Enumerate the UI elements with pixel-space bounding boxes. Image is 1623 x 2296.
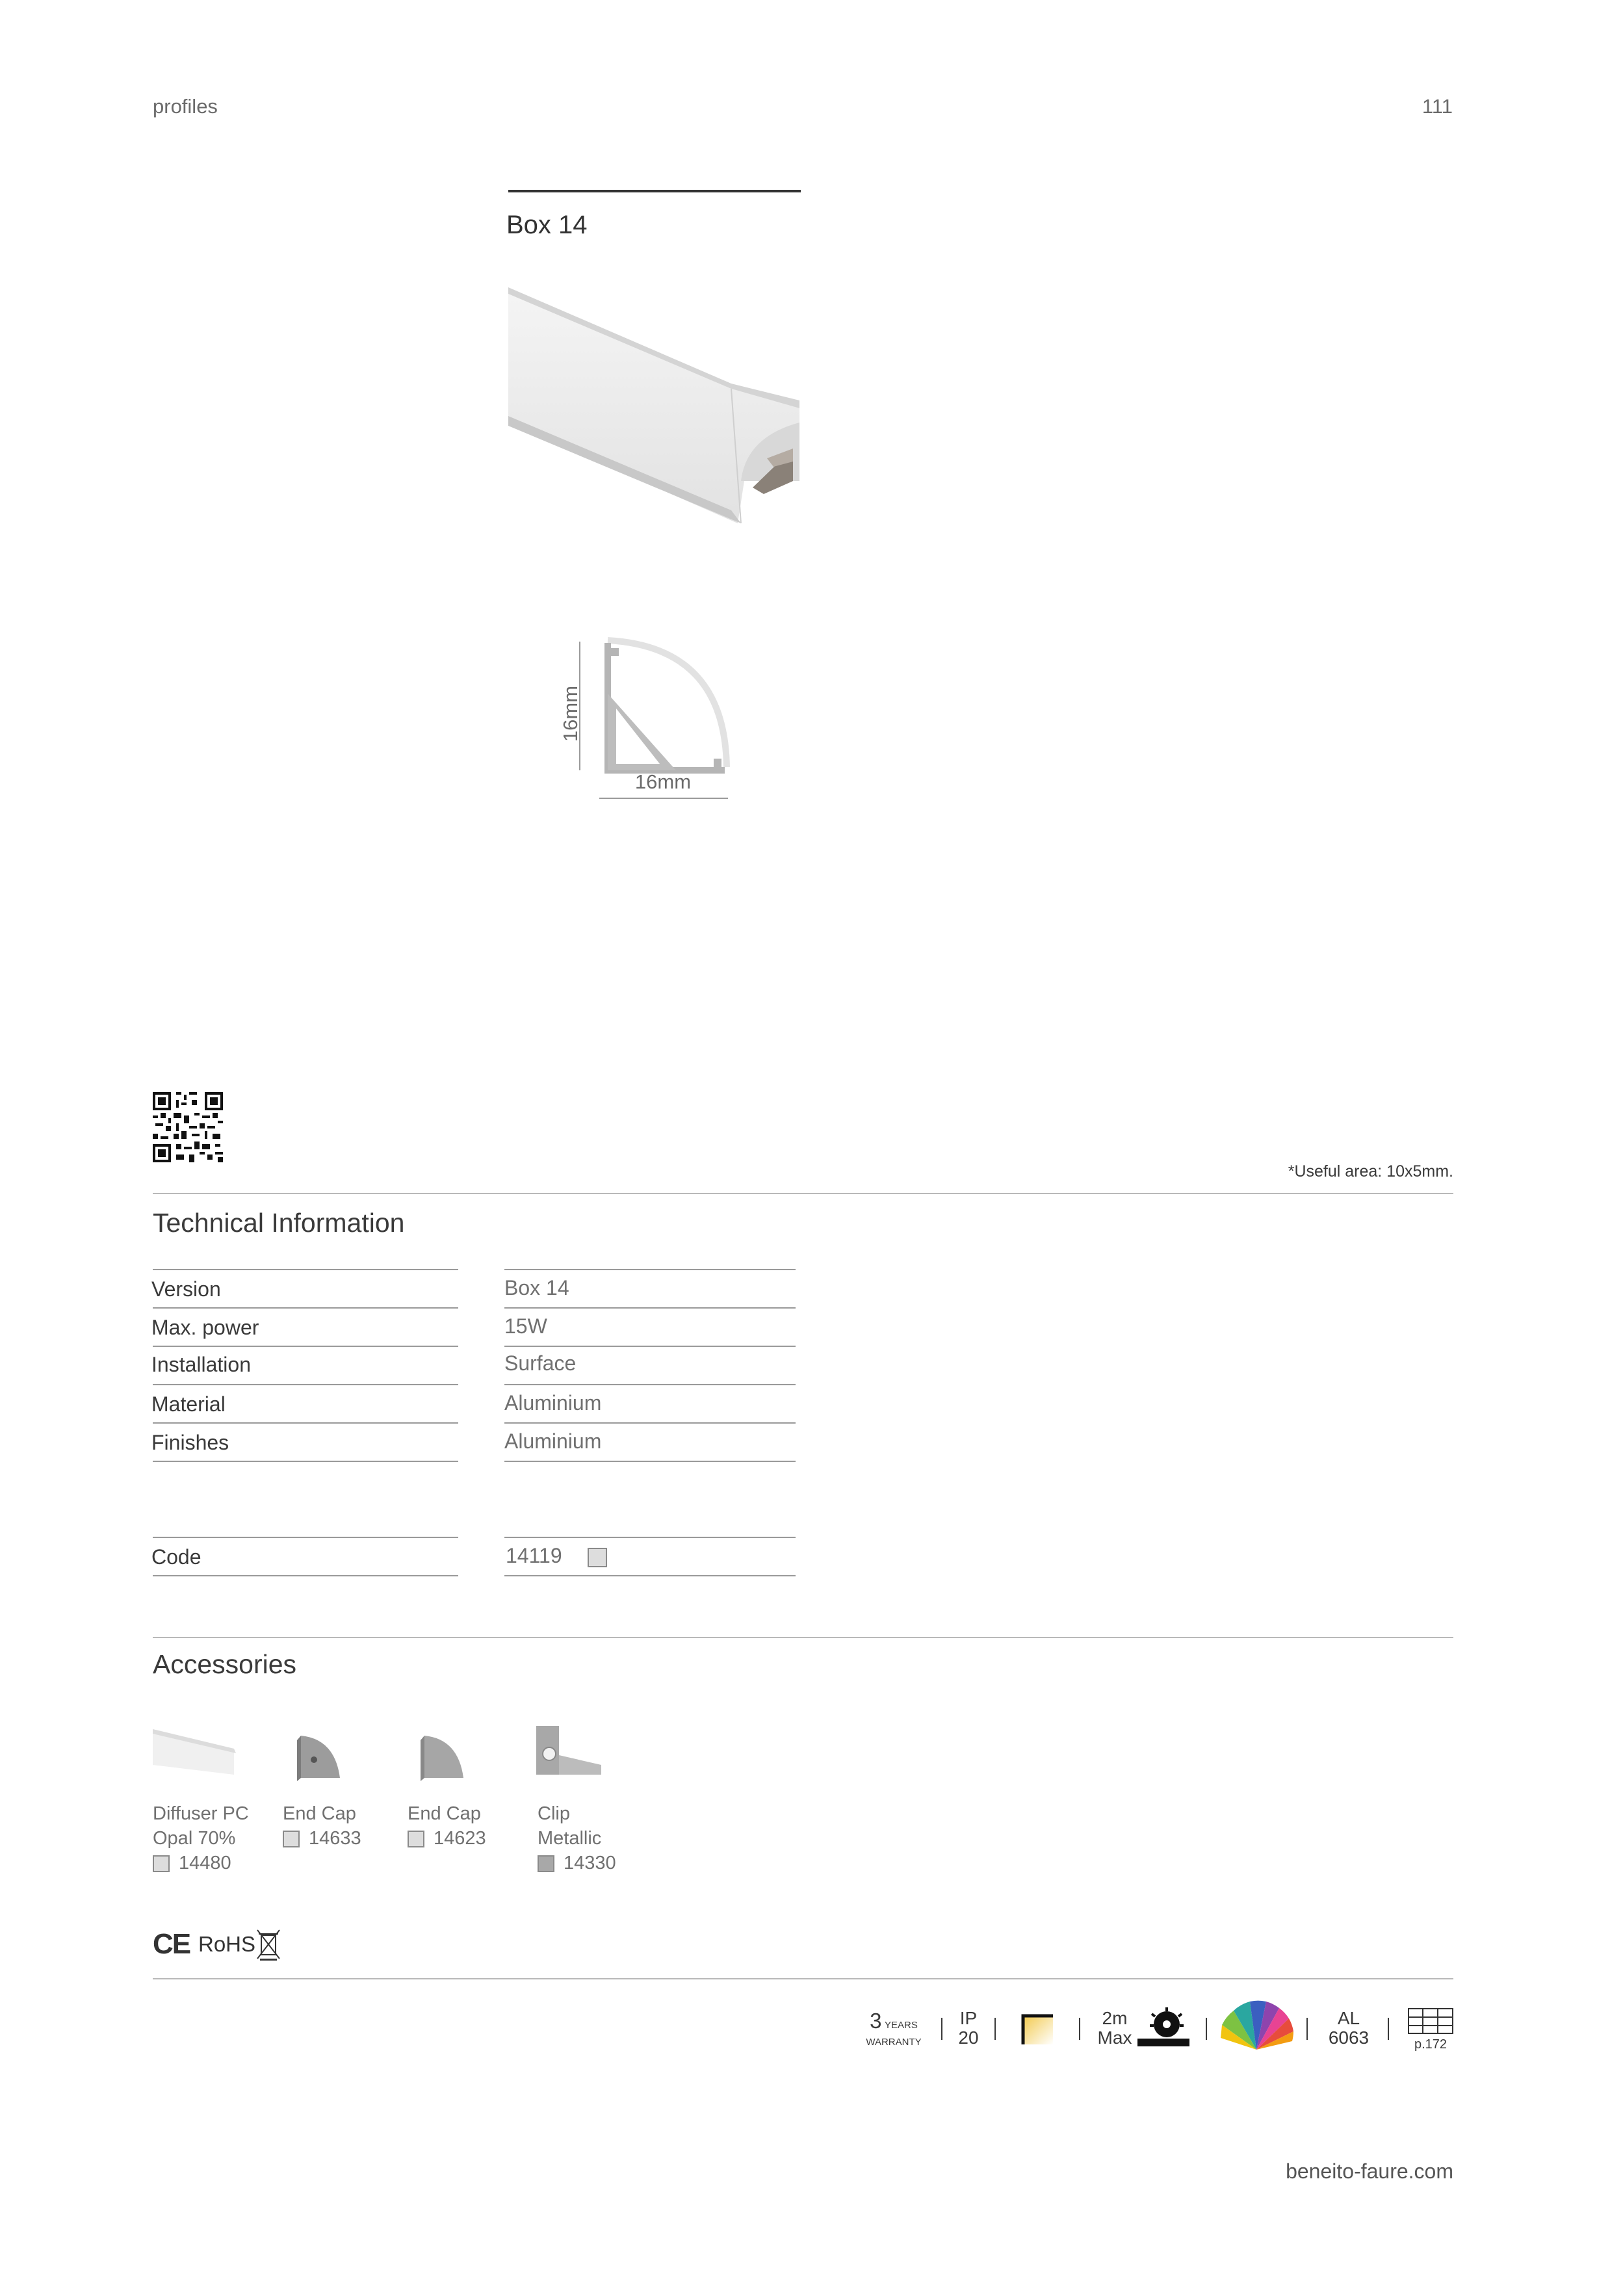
- features-rule: [153, 1978, 1453, 1979]
- ce-mark: CE: [153, 1928, 190, 1960]
- accessory-code: 14480: [179, 1853, 231, 1873]
- table-label: Version: [151, 1277, 221, 1301]
- table-divider: [153, 1461, 458, 1462]
- accessory-item: [538, 1801, 616, 1875]
- warranty-number: 3: [870, 2009, 882, 2033]
- useful-area-note: *Useful area: 10x5mm.: [1288, 1162, 1453, 1181]
- accessory-name: Clip: [538, 1803, 570, 1824]
- finish-swatch: [588, 1548, 607, 1567]
- code-label: Code: [151, 1545, 201, 1569]
- table-value: Box 14: [504, 1276, 569, 1299]
- accessories-title: Accessories: [153, 1649, 297, 1679]
- feature-separator: [1079, 2018, 1080, 2040]
- accessory-code: 14633: [309, 1828, 361, 1849]
- table-value: Surface: [504, 1351, 577, 1375]
- accessory-name: Diffuser PC: [153, 1803, 249, 1824]
- code-value: 14119: [506, 1544, 562, 1567]
- technical-title: Technical Information: [153, 1208, 405, 1238]
- saw-cut-icon: [1137, 2007, 1189, 2048]
- accessory-item: [408, 1801, 486, 1851]
- code-row: [506, 1537, 616, 1574]
- end-cap-image: [296, 1732, 344, 1784]
- finish-swatch: [153, 1855, 170, 1872]
- profile-table-icon: [1407, 2007, 1454, 2035]
- accessory-code: 14330: [564, 1853, 616, 1873]
- ip-value: 20: [958, 2028, 979, 2048]
- warranty-word: WARRANTY: [866, 2037, 922, 2048]
- warranty-years: YEARS: [884, 2020, 918, 2031]
- table-divider: [153, 1575, 458, 1576]
- accessory-name-line2: Opal 70%: [153, 1828, 236, 1849]
- rohs-mark: RoHS: [198, 1932, 256, 1956]
- table-divider: [504, 1575, 796, 1576]
- table-label: Finishes: [151, 1431, 229, 1454]
- table-label: Material: [151, 1392, 226, 1416]
- ip-rating: [952, 2009, 985, 2048]
- qr-code[interactable]: [153, 1092, 223, 1162]
- accessory-name: End Cap: [408, 1803, 481, 1824]
- table-divider: [504, 1307, 796, 1309]
- accessory-code: 14623: [434, 1828, 486, 1849]
- table-value: Aluminium: [504, 1391, 602, 1415]
- max-length: [1095, 2009, 1134, 2048]
- warranty-badge: [861, 2011, 926, 2050]
- table-divider: [504, 1461, 796, 1462]
- alloy-value: 6063: [1328, 2028, 1370, 2048]
- feature-separator: [1388, 2018, 1389, 2040]
- accessory-name: End Cap: [283, 1803, 356, 1824]
- accessory-name-line2: Metallic: [538, 1828, 602, 1849]
- page-reference-link[interactable]: p.172: [1414, 2037, 1448, 2052]
- alloy-label: AL: [1337, 2008, 1360, 2028]
- table-value: Aluminium: [504, 1429, 602, 1453]
- product-image: [507, 286, 806, 533]
- alloy-spec: [1323, 2009, 1375, 2048]
- accessory-item: [153, 1801, 249, 1875]
- feature-separator: [1206, 2018, 1207, 2040]
- weee-bin-icon: [255, 1927, 282, 1961]
- color-range-icon: [1221, 1999, 1295, 2052]
- accessory-item: [283, 1801, 361, 1851]
- end-cap-image: [419, 1732, 468, 1784]
- height-dimension: 16mm: [559, 685, 582, 742]
- feature-separator: [1306, 2018, 1308, 2040]
- feature-separator: [994, 2018, 996, 2040]
- technical-top-rule: [153, 1193, 1453, 1194]
- light-emission-icon: [1020, 2012, 1056, 2048]
- accessories-rule: [153, 1637, 1453, 1638]
- product-title: Box 14: [506, 211, 588, 239]
- width-dimension: 16mm: [634, 770, 692, 793]
- section-label: profiles: [153, 95, 218, 118]
- website-link[interactable]: beneito-faure.com: [1286, 2159, 1453, 2183]
- diffuser-image: [153, 1726, 237, 1778]
- length-label: Max: [1097, 2028, 1132, 2048]
- finish-swatch: [283, 1831, 300, 1847]
- page-number: 111: [1422, 95, 1453, 118]
- finish-swatch: [538, 1855, 554, 1872]
- finish-swatch: [408, 1831, 424, 1847]
- feature-separator: [941, 2018, 942, 2040]
- clip-image: [533, 1723, 604, 1784]
- table-label: Installation: [151, 1353, 251, 1376]
- table-value: 15W: [504, 1314, 547, 1338]
- table-label: Max. power: [151, 1316, 259, 1339]
- ip-label: IP: [959, 2008, 978, 2028]
- title-rule: [508, 190, 801, 192]
- length-value: 2m: [1102, 2008, 1128, 2028]
